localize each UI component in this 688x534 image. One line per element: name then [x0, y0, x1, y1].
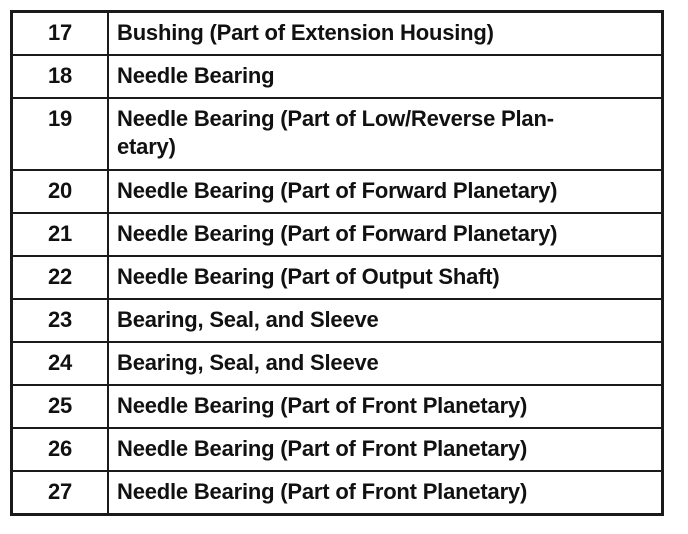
table-row — [12, 55, 663, 98]
item-number: 18 — [12, 55, 109, 98]
parts-table — [10, 10, 664, 516]
table-row — [12, 170, 663, 213]
table-row — [12, 428, 663, 471]
item-description: Needle Bearing (Part of Front Planetary) — [108, 471, 663, 515]
item-description: Needle Bearing (Part of Forward Planetary) — [108, 170, 663, 213]
item-description-text: Needle Bearing (Part of Low/Reverse Plan- etary) — [117, 106, 554, 159]
item-number: 25 — [12, 385, 109, 428]
item-description: Needle Bearing (Part of Forward Planetary) — [108, 213, 663, 256]
table-row — [12, 12, 663, 56]
item-number: 20 — [12, 170, 109, 213]
table-row — [12, 256, 663, 299]
table-row — [12, 342, 663, 385]
item-description — [108, 98, 663, 170]
item-description: Needle Bearing (Part of Front Planetary) — [108, 385, 663, 428]
item-number: 24 — [12, 342, 109, 385]
item-number: 23 — [12, 299, 109, 342]
item-number: 26 — [12, 428, 109, 471]
table-row — [12, 213, 663, 256]
item-number: 22 — [12, 256, 109, 299]
item-description: Bushing (Part of Extension Housing) — [108, 12, 663, 56]
item-number: 21 — [12, 213, 109, 256]
item-description: Needle Bearing (Part of Output Shaft) — [108, 256, 663, 299]
item-number: 17 — [12, 12, 109, 56]
item-number: 19 — [12, 98, 109, 170]
item-description: Bearing, Seal, and Sleeve — [108, 299, 663, 342]
table-row — [12, 98, 663, 170]
item-description: Needle Bearing — [108, 55, 663, 98]
table-row — [12, 385, 663, 428]
item-description: Needle Bearing (Part of Front Planetary) — [108, 428, 663, 471]
item-number: 27 — [12, 471, 109, 515]
table-row — [12, 299, 663, 342]
item-description: Bearing, Seal, and Sleeve — [108, 342, 663, 385]
table-row — [12, 471, 663, 515]
